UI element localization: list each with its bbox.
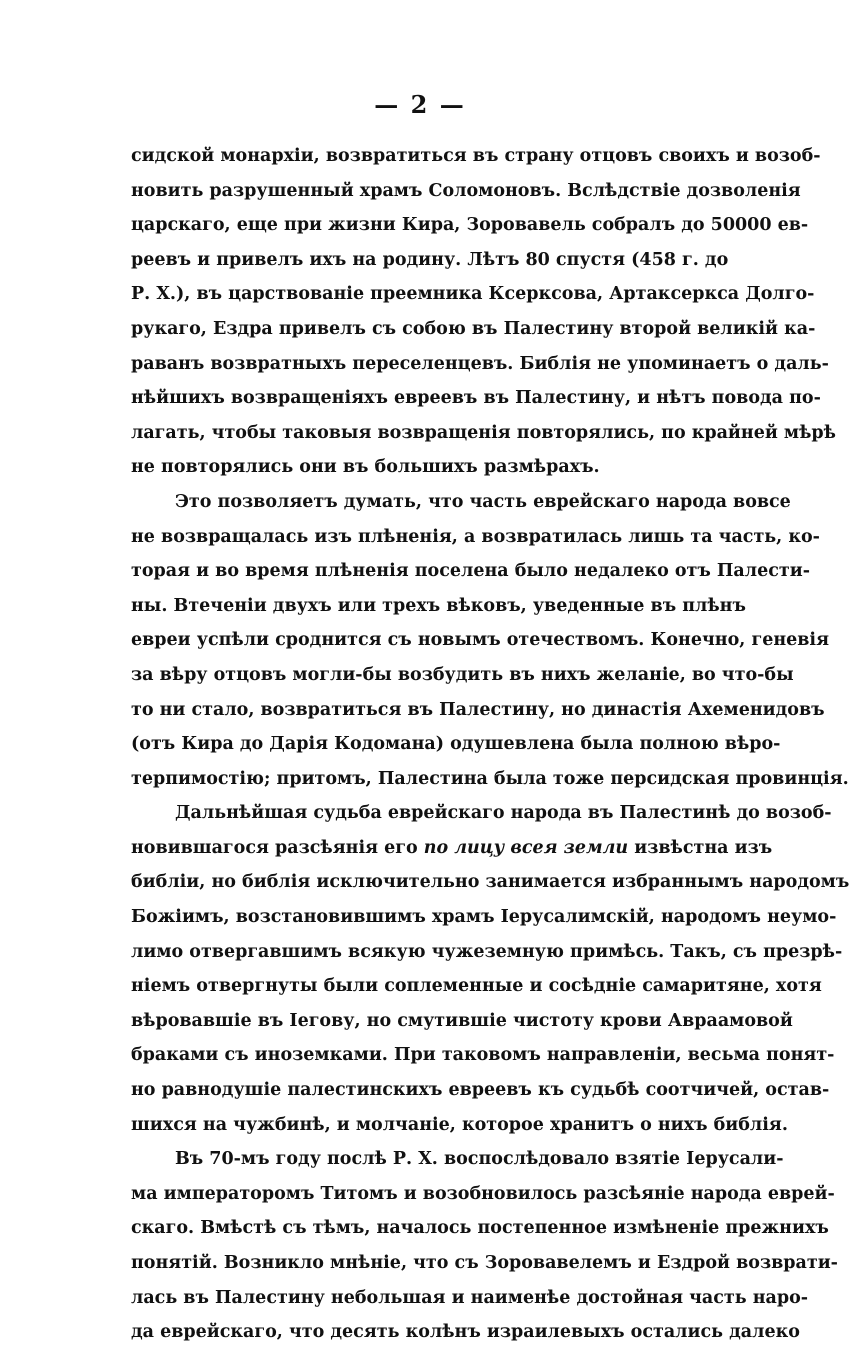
text-line: вѣровавшіе въ Іегову, но смутившіе чистоту крови Авраамовой (131, 1010, 793, 1031)
paragraph-4 (131, 1142, 838, 1350)
page-number: — 2 — (374, 90, 466, 119)
text-line: понятій. Возникло мнѣніе, что съ Зоровавелемъ и Ездрой возврати- (131, 1253, 838, 1273)
text-line: за вѣру отцовъ могли-бы возбудить въ нихъ желаніе, во что-бы (131, 664, 794, 685)
text-line: скаго. Вмѣстѣ съ тѣмъ, началось постепенное измѣненіе прежнихъ (131, 1218, 829, 1239)
text-line: Въ 70-мъ году послѣ Р. Х. воспослѣдовало взятіе Іерусали- (175, 1149, 784, 1170)
text-line: Дальнѣйшая судьба еврейскаго народа въ Палестинѣ до возоб- (175, 803, 832, 824)
text-line: ніемъ отвергнуты были соплеменные и сосѣдніе самаритяне, хотя (131, 976, 822, 997)
body-text (131, 139, 849, 1350)
text-line: реевъ и привелъ ихъ на родину. Лѣтъ 80 спустя (458 г. до (131, 249, 729, 270)
text-segment: извѣстна изъ (634, 837, 773, 858)
text-line: рукаго, Ездра привелъ съ собою въ Палестину второй великій ка- (131, 318, 816, 339)
text-line: нѣйшихъ возвращеніяхъ евреевъ въ Палестину, и нѣтъ повода по- (131, 388, 821, 409)
paragraph-1 (131, 139, 836, 485)
text-line: (отъ Кира до Дарія Кодомана) одушевлена была полною вѣро- (131, 734, 781, 755)
text-line: сидской монархіи, возвратиться въ страну отцовъ своихъ и возоб- (131, 146, 821, 166)
text-line (131, 831, 773, 866)
text-line: библіи, но библія исключительно занимается избраннымъ народомъ (131, 872, 849, 893)
text-line: лагать, чтобы таковыя возвращенія повторялись, по крайней мѣрѣ (131, 422, 836, 443)
text-line: ма императоромъ Титомъ и возобновилось разсѣяніе народа еврей- (131, 1183, 835, 1204)
text-line: раванъ возвратныхъ переселенцевъ. Библія не упоминаетъ о даль- (131, 353, 829, 374)
text-line: Это позволяетъ думать, что часть еврейскаго народа вовсе (175, 491, 791, 512)
paragraph-2 (131, 485, 849, 796)
text-line: лимо отвергавшимъ всякую чужеземную примѣсь. Такъ, съ презрѣ- (131, 941, 843, 962)
text-line: новить разрушенный храмъ Соломоновъ. Вслѣдствіе дозволенія (131, 180, 801, 201)
text-line: лась въ Палестину небольшая и наименѣе достойная часть наро- (131, 1287, 809, 1308)
text-line: но равнодушіе палестинскихъ евреевъ къ судьбѣ соотчичей, остав- (131, 1080, 830, 1101)
paragraph-3 (131, 796, 849, 1142)
text-line: да еврейскаго, что десять колѣнъ израилевыхъ остались далеко (131, 1322, 800, 1343)
text-line: терпимостію; притомъ, Палестина была тоже персидская провинція. (131, 768, 849, 789)
emphasized-phrase: по лицу всея земли (423, 837, 629, 858)
text-line: то ни стало, возвратиться въ Палестину, но династія Ахеменидовъ (131, 699, 825, 720)
text-line: царскаго, еще при жизни Кира, Зоровавель собралъ до 50000 ев- (131, 215, 809, 236)
text-line: не повторялись они въ большихъ размѣрахъ. (131, 457, 600, 478)
text-line: торая и во время плѣненія поселена было недалеко отъ Палести- (131, 561, 810, 582)
text-line: не возвращалась изъ плѣненія, а возвратилась лишь та часть, ко- (131, 526, 820, 547)
text-line: браками съ иноземками. При таковомъ направленіи, весьма понят- (131, 1045, 835, 1066)
text-line: Божіимъ, возстановившимъ храмъ Іерусалимскій, народомъ неумо- (131, 907, 837, 928)
text-line: шихся на чужбинѣ, и молчаніе, которое хранитъ о нихъ библія. (131, 1114, 788, 1135)
text-line: евреи успѣли сроднится съ новымъ отечествомъ. Конечно, геневія (131, 630, 830, 651)
text-line: ны. Втеченіи двухъ или трехъ вѣковъ, уведенные въ плѣнъ (131, 595, 746, 616)
text-line: Р. Х.), въ царствованіе преемника Ксерксова, Артаксеркса Долго- (131, 284, 815, 305)
text-segment: новившагося разсѣянія его (131, 837, 418, 858)
